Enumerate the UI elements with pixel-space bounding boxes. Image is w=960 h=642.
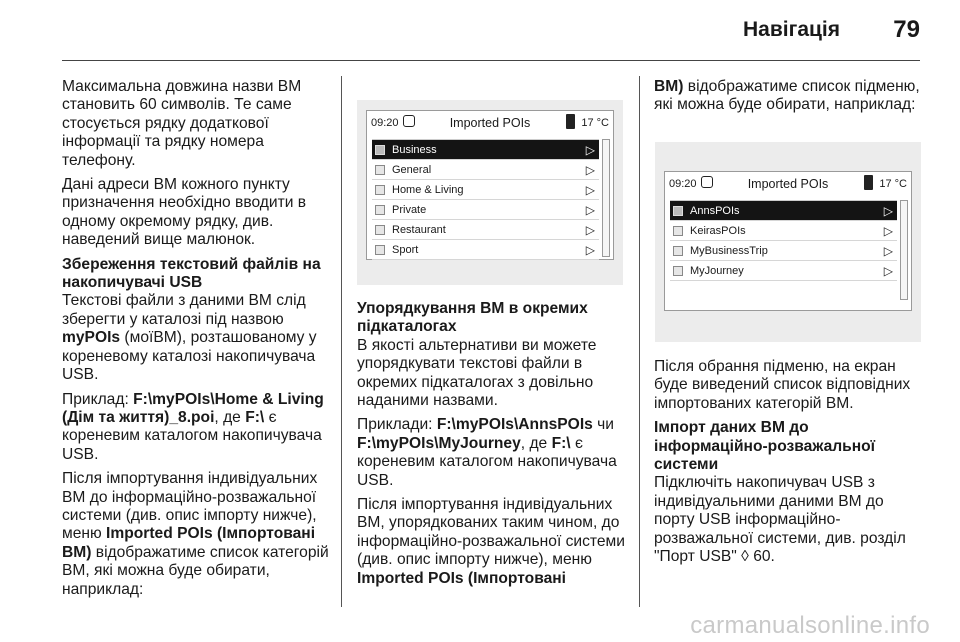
list-item[interactable] (372, 160, 599, 180)
arrow-right-icon: ▷ (585, 223, 595, 237)
text: 60. (748, 548, 775, 566)
paragraph (357, 416, 629, 490)
folder-icon (673, 226, 683, 236)
category-icon (375, 185, 385, 195)
screenshot-imported-pois-submenus (655, 142, 921, 342)
scrollbar[interactable] (900, 200, 908, 300)
bold-text: F:\ (551, 434, 571, 452)
text: Після імпортування індивідуальних ВМ до інформаційно-розважальної системи (див. опис імпорту нижче), меню (62, 470, 318, 543)
text: є кореневим каталогом накопичувача USB. (62, 408, 322, 463)
bold-text: Imported POIs (Імпортовані ВМ) (62, 525, 316, 561)
text: (моїВМ), розташованому у кореневому каталозі накопичувача USB. (62, 329, 317, 384)
list-item-label: General (392, 164, 432, 176)
list-item[interactable] (372, 140, 599, 160)
arrow-right-icon: ▷ (883, 264, 893, 278)
list-item[interactable] (670, 261, 897, 281)
section-title: Навігація (742, 18, 840, 41)
paragraph: Після обрання підменю, на екран буде виведений список відповідних імпортованих категорій ВМ. (654, 358, 911, 412)
list-item-label: MyJourney (690, 265, 744, 277)
display-screen (366, 110, 614, 260)
column-divider-2 (639, 76, 640, 607)
text: , де (214, 408, 246, 426)
text: Після імпортування індивідуальних ВМ, упорядкованих таким чином, до інформаційно-розважальної системи (див. опис імпорту нижче), меню (357, 496, 625, 569)
list-item-label: KeirasPOIs (690, 225, 746, 237)
paragraph (357, 496, 629, 588)
watermark: carmanualsonline.info (690, 612, 930, 639)
list-item[interactable] (372, 220, 599, 240)
text: Текстові файли з даними ВМ слід зберегти у каталозі під назвою (62, 292, 306, 328)
bold-text: myPOIs (62, 329, 121, 347)
text: відображатиме список підменю, які можна буде обирати, наприклад: (654, 78, 920, 114)
paragraph (654, 78, 924, 115)
list-item-label: Private (392, 204, 427, 216)
bold-text: ВМ) (654, 78, 684, 95)
clock: 09:20 (669, 178, 697, 190)
folder-icon (673, 246, 683, 256)
screen-title: Imported POIs (449, 116, 531, 130)
paragraph: В якості альтернативи ви можете упорядкувати текстові файли в окремих підкаталогах з довільно наданими назвами. (357, 336, 597, 410)
list-item-label: Restaurant (392, 224, 446, 236)
list-item-label: Home & Living (392, 184, 464, 196)
list-item[interactable] (670, 221, 897, 241)
paragraph (62, 470, 330, 599)
paragraph: Максимальна довжина назви ВМ становить 60 символів. Те саме стосується рядку додаткової інформації та рядку номера телефону. (62, 78, 302, 169)
bold-text: F:\myPOIs\MyJourney (357, 434, 521, 452)
status-bar (367, 111, 613, 135)
folder-icon (673, 266, 683, 276)
paragraph (62, 391, 330, 465)
submenu-list (670, 200, 897, 281)
subheading: Збереження текстовий файлів на накопичувачі USB (62, 255, 321, 292)
arrow-right-icon: ▷ (585, 143, 595, 157)
arrow-right-icon: ▷ (883, 204, 893, 218)
scrollbar[interactable] (602, 139, 610, 257)
bold-text: Imported POIs (Імпортовані (357, 569, 566, 587)
text: Приклади: (357, 416, 437, 434)
category-icon (375, 225, 385, 235)
arrow-right-icon: ▷ (585, 183, 595, 197)
list-item-label: AnnsPOIs (690, 205, 740, 217)
arrow-right-icon: ▷ (883, 224, 893, 238)
category-list (372, 139, 599, 260)
screen-title: Imported POIs (747, 177, 829, 191)
temperature: 17 °C (879, 178, 907, 190)
list-item[interactable] (372, 240, 599, 260)
clock: 09:20 (371, 117, 399, 129)
page-header (0, 0, 960, 62)
paragraph (62, 292, 330, 384)
category-icon (375, 245, 385, 255)
column-divider-1 (341, 76, 342, 607)
arrow-right-icon: ▷ (585, 163, 595, 177)
text: Приклад: (62, 390, 134, 408)
subheading: Імпорт даних ВМ до інформаційно-розважальної системи (654, 419, 876, 474)
paragraph: Дані адреси ВМ кожного пункту призначення необхідно вводити в одному окремому рядку, див. наведений вище малюнок. (62, 176, 307, 249)
page-number: 79 (893, 16, 920, 43)
screenshot-imported-pois (357, 100, 623, 285)
column-3 (654, 78, 924, 121)
list-item-label: Business (392, 144, 437, 156)
arrow-right-icon: ▷ (585, 203, 595, 217)
column-1 (62, 78, 330, 605)
list-item[interactable] (372, 180, 599, 200)
display-screen (664, 171, 912, 311)
text: чи (592, 416, 614, 434)
category-icon (375, 165, 385, 175)
list-item-label: MyBusinessTrip (690, 245, 768, 257)
column-2 (357, 300, 629, 594)
list-item[interactable] (372, 200, 599, 220)
bold-text: F:\ (245, 408, 265, 426)
page-reference-icon: ◊ (741, 548, 749, 566)
category-icon (375, 205, 385, 215)
list-item[interactable] (670, 241, 897, 261)
text: відображатиме список категорій ВМ, які можна буде обирати, наприклад: (62, 543, 329, 598)
arrow-right-icon: ▷ (585, 243, 595, 257)
list-item[interactable] (670, 201, 897, 221)
subheading: Упорядкування ВМ в окремих підкаталогах (357, 300, 588, 336)
text: , де (520, 434, 552, 452)
text: Підключіть накопичувач USB з індивідуальними даними ВМ до порту USB інформаційно-розважальної системи, див. розділ "Порт USB" (654, 474, 906, 566)
text: є кореневим каталогом накопичувача USB. (357, 434, 617, 489)
status-bar (665, 172, 911, 196)
category-icon (375, 145, 385, 155)
list-item-label: Sport (392, 244, 419, 256)
phone-icon (566, 114, 575, 129)
column-3-lower (654, 358, 924, 572)
header-divider (62, 60, 920, 61)
bold-text: F:\myPOIs\AnnsPOIs (436, 416, 593, 434)
temperature: 17 °C (581, 117, 609, 129)
paragraph (654, 474, 924, 566)
folder-icon (673, 206, 683, 216)
phone-icon (864, 175, 873, 190)
bold-text: F:\myPOIs\Home & Living (Дім та життя)_8.poi (62, 390, 324, 426)
arrow-right-icon: ▷ (883, 244, 893, 258)
